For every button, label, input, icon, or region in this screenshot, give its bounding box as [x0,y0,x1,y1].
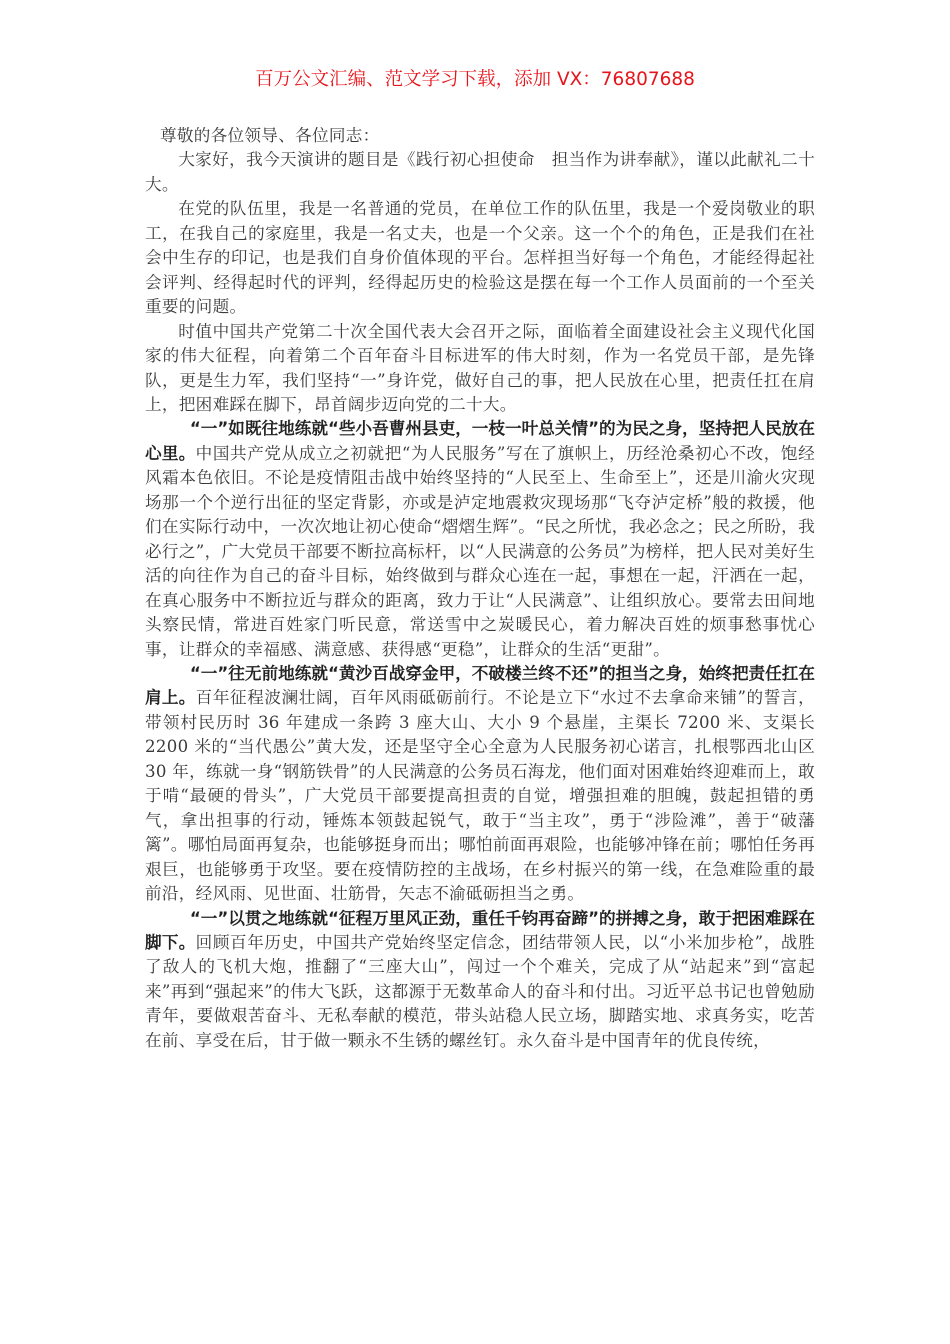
section-struggle [145,907,815,1054]
paragraph-roles: 在党的队伍里，我是一名普通的党员，在单位工作的队伍里，我是一个爱岗敬业的职工，在我自己的家庭里，我是一名丈夫，也是一个父亲。这一个个的角色，正是我们在社会中生存的印记，也是我们自身价值体现的平台。怎样担当好每一个角色，才能经得起社会评判、经得起时代的评判，经得起历史的检验这是摆在每一个工作人员面前的一个至关重要的问题。 [145,199,815,317]
section-heading: “一”往无前地练就“黄沙百战穿金甲，不破楼兰终不还”的担当之身，始终把责任扛在肩上。 [145,663,815,708]
section-text: 回顾百年历史，中国共产党始终坚定信念，团结带领人民，以“小米加步枪”，战胜了敌人的飞机大炮，推翻了“三座大山”，闯过一个个难关，完成了从“站起来”到“富起来”再到“强起来”的伟大飞跃，这都源于无数革命人的奋斗和付出。习近平总书记也曾勉励青年，要做艰苦奋斗、无私奉献的模范，带头站稳人民立场，脚踏实地、求真务实，吃苦在前、享受在后，甘于做一颗永不生锈的螺丝钉。永久奋斗是中国青年的优良传统， [145,932,815,1050]
header-banner: 百万公文汇编、范文学习下载，添加 VX：76807688 [255,69,695,90]
section-people [145,417,815,662]
paragraph-intro: 大家好，我今天演讲的题目是《践行初心担使命 担当作为讲奉献》，谨以此献礼二十大。 [145,150,815,194]
section-responsibility [145,662,815,907]
salutation: 尊敬的各位领导、各位同志： [159,126,380,145]
section-text: 中国共产党从成立之初就把“为人民服务”写在了旗帜上，历经沧桑初心不改，饱经风霜本色依旧。不论是疫情阻击战中始终坚持的“人民至上、生命至上”，还是川渝火灾现场那一个个逆行出征的坚定背影，亦或是泸定地震救灾现场那“飞夺泸定桥”般的救援，他们在实际行动中，一次次地让初心使命“熠熠生辉”。“民之所忧，我必念之；民之所盼，我必行之”，广大党员干部要不断拉高标杆，以“人民满意的公务员”为榜样，把人民对美好生活的向往作为自己的奋斗目标，始终做到与群众心连在一起，事想在一起，汗洒在一起，在真心服务中不断拉近与群众的距离，致力于让“人民满意”、让组织放心。要常去田间地头察民情，常进百姓家门听民意，常送雪中之炭暖民心，着力解决百姓的烦事愁事忧心事，让群众的幸福感、满意感、获得感“更稳”，让群众的生活“更甜”。 [145,443,815,659]
section-heading: “一”如既往地练就“些小吾曹州县吏，一枝一叶总关情”的为民之身，坚持把人民放在心里。 [145,419,815,463]
section-text: 百年征程波澜壮阔，百年风雨砥砺前行。不论是立下“水过不去拿命来铺”的誓言，带领村民历时 36 年建成一条跨 3 座大山、大小 9 个悬崖，主渠长 7200 米、支渠长 2200 米的“当代愚公”黄大发，还是坚守全心全意为人民服务初心诺言，扎根鄂西北山区 30 年，练就一身“钢筋铁骨”的人民满意的公务员石海龙，他们面对困难始终迎难而上，敢于啃“最硬的骨头”，广大党员干部要提高担责的自觉，增强担难的胆魄，鼓起担错的勇气，拿出担事的行动，锤炼本领鼓起锐气，敢于“当主攻”，勇于“涉险滩”，善于“破藩篱”。哪怕局面再复杂，也能够挺身而出；哪怕前面再艰险，也能够冲锋在前；哪怕任务再艰巨，也能够勇于攻坚。要在疫情防控的主战场，在乡村振兴的第一线，在急难险重的最前沿，经风雨、见世面、壮筋骨，矢志不渝砥砺担当之勇。 [145,688,815,904]
paragraph-congress: 时值中国共产党第二十次全国代表大会召开之际，面临着全面建设社会主义现代化国家的伟大征程，向着第二个百年奋斗目标进军的伟大时刻，作为一名党员干部，是先锋队，更是生力军，我们坚持“一”身许党，做好自己的事，把人民放在心里，把责任扛在肩上，把困难踩在脚下，昂首阔步迈向党的二十大。 [145,321,815,414]
section-heading: “一”以贯之地练就“征程万里风正劲，重任千钧再奋蹄”的拼搏之身，敢于把困难踩在脚下。 [145,908,815,952]
document-body [145,124,815,1053]
